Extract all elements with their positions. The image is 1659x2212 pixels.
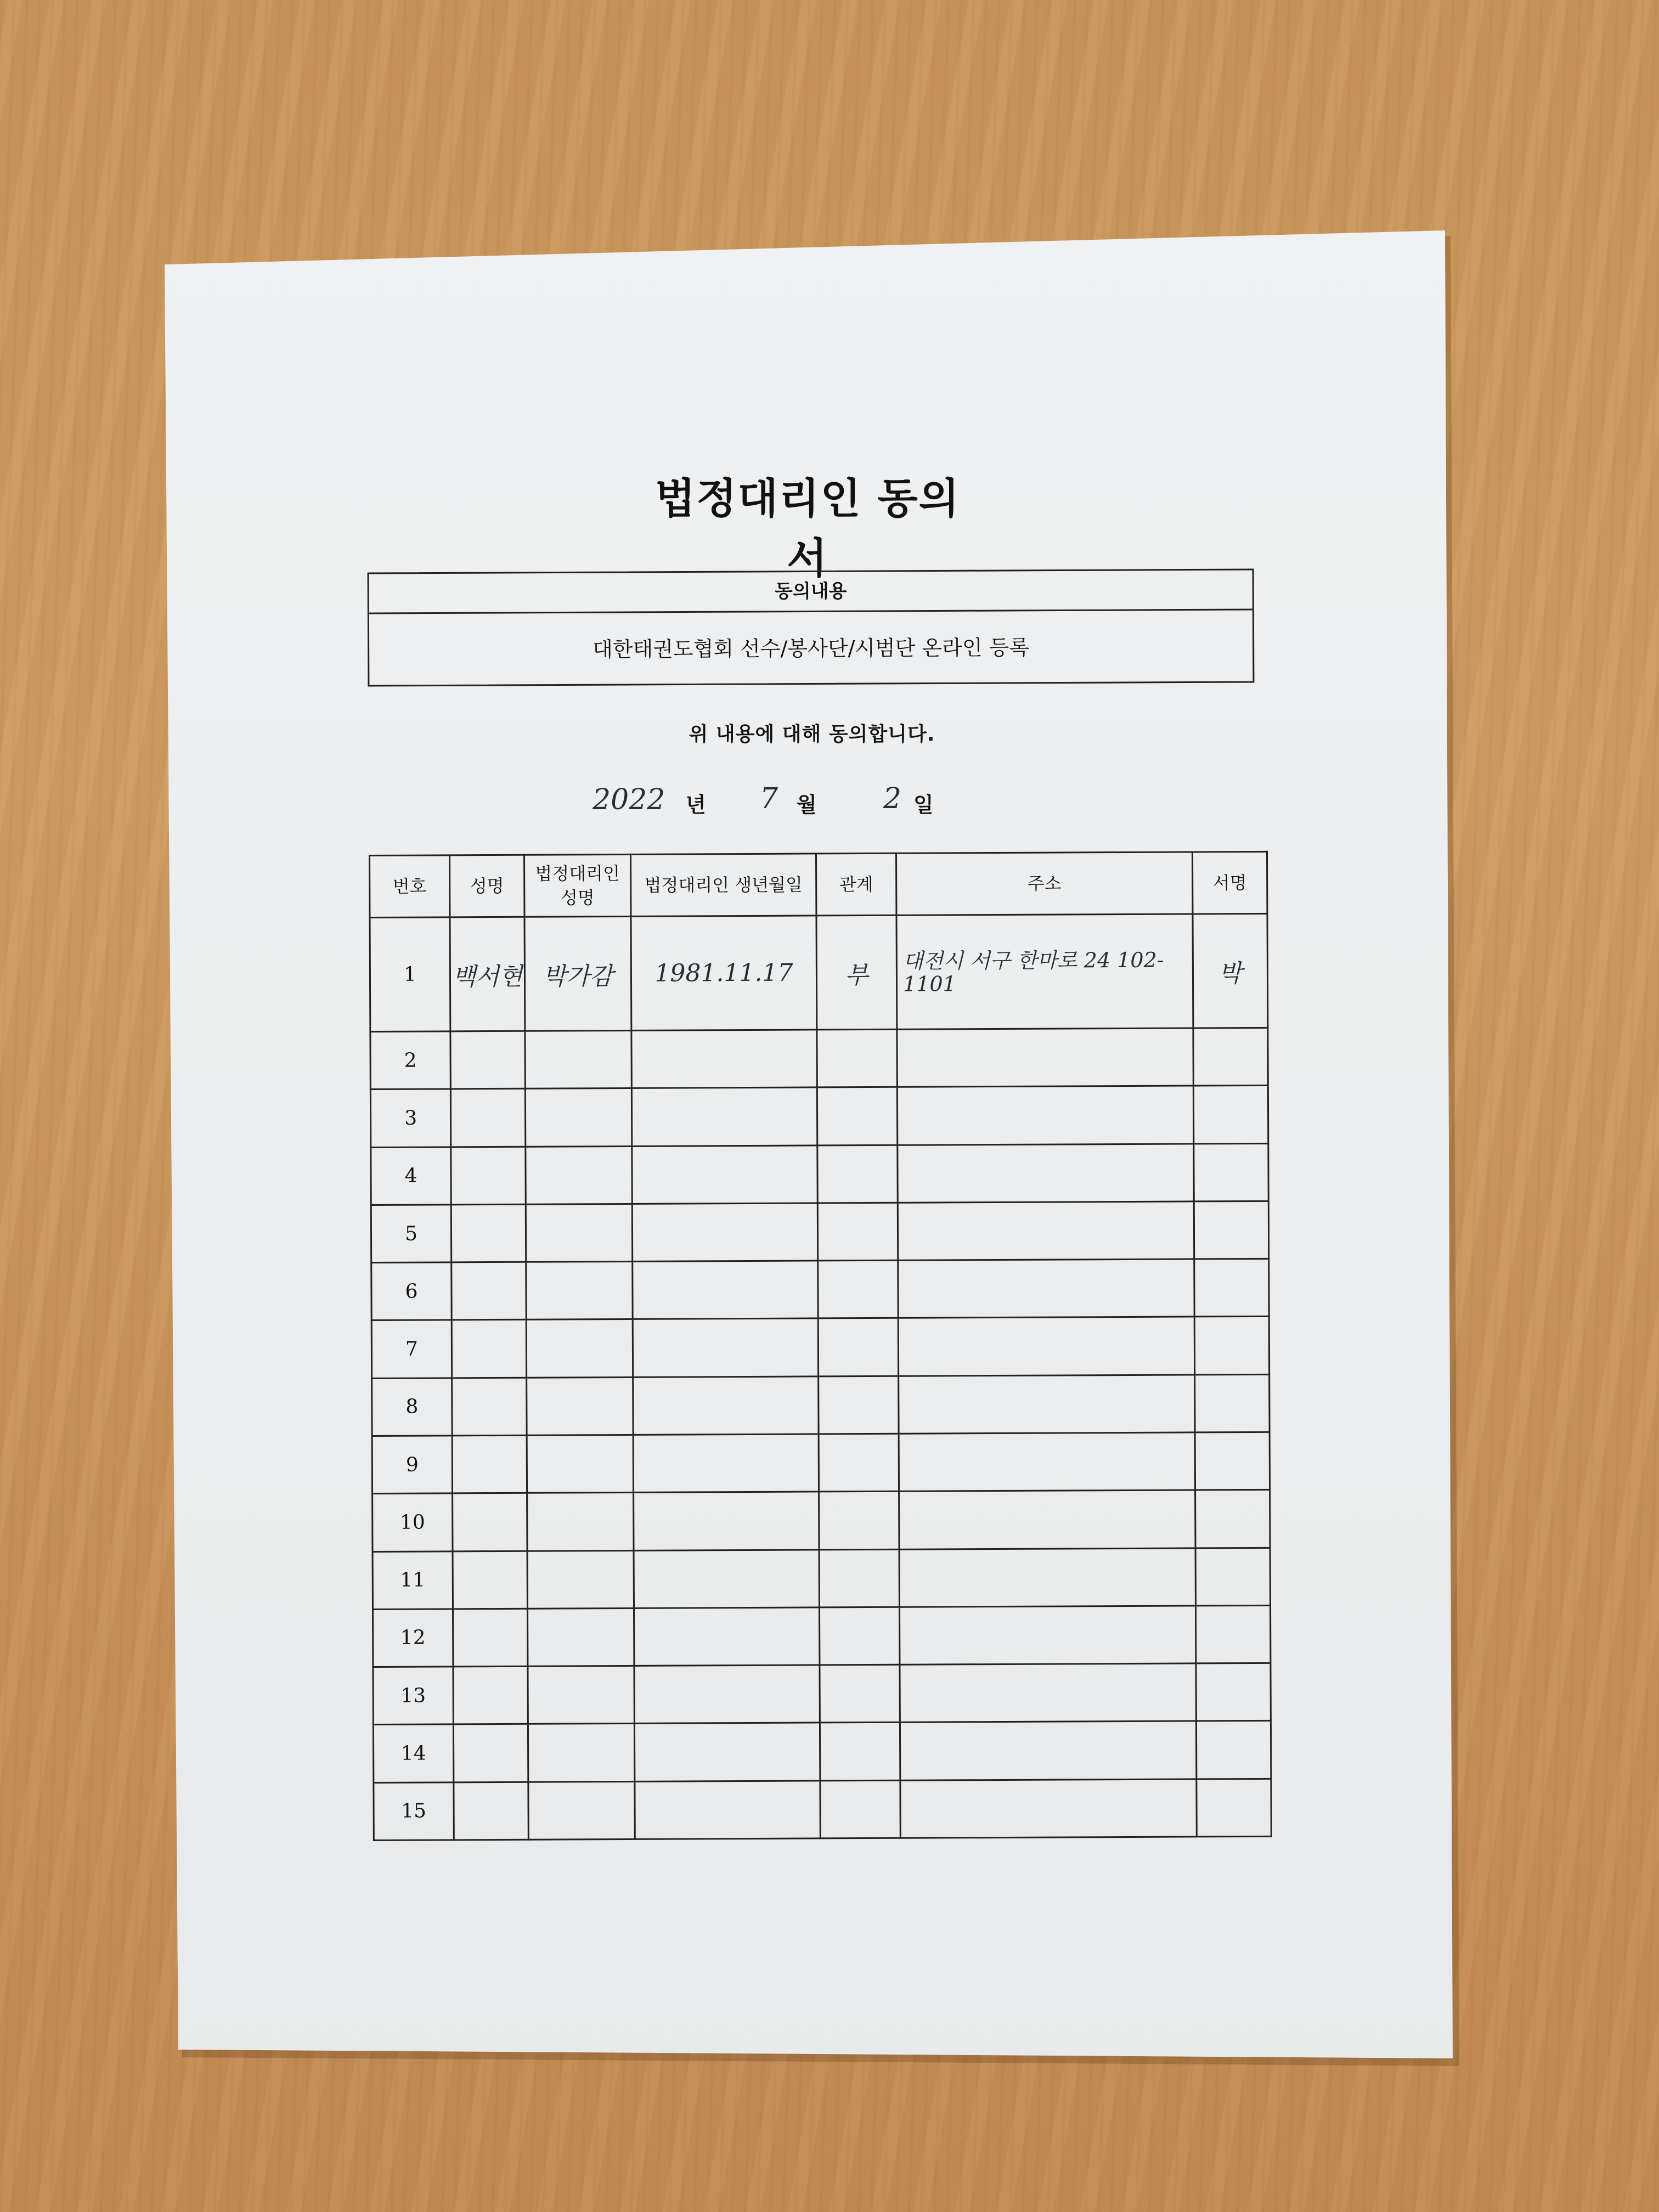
cell-guardian-birthdate — [631, 1030, 817, 1088]
cell-guardian-name — [527, 1550, 634, 1609]
cell-guardian-name — [527, 1377, 633, 1435]
cell-signature — [1195, 1374, 1269, 1432]
cell-guardian-birthdate: 1981.11.17 — [631, 916, 817, 1031]
table-row — [373, 1663, 1271, 1724]
cell-number: 15 — [374, 1782, 454, 1840]
cell-name — [452, 1262, 526, 1320]
cell-address: 대전시 서구 한마로 24 102-1101 — [896, 914, 1193, 1030]
cell-name — [453, 1666, 528, 1724]
cell-guardian-name — [528, 1781, 635, 1839]
cell-signature — [1197, 1779, 1271, 1837]
cell-name — [452, 1435, 527, 1493]
cell-guardian-birthdate — [635, 1781, 820, 1839]
header-name: 성명 — [450, 855, 524, 917]
table-row — [370, 1086, 1268, 1147]
cell-guardian-name — [527, 1435, 633, 1493]
cell-signature: 박 — [1193, 913, 1268, 1028]
cell-guardian-name — [525, 1088, 631, 1147]
header-guardian-birthdate: 법정대리인 생년월일 — [631, 854, 816, 916]
date-year-handwritten: 2022 — [592, 783, 665, 816]
cell-number: 6 — [371, 1262, 452, 1321]
cell-relation — [820, 1780, 900, 1838]
cell-name — [452, 1320, 526, 1378]
cell-address — [899, 1375, 1195, 1434]
consent-content-box — [368, 568, 1255, 686]
cell-relation — [820, 1723, 900, 1781]
cell-number: 2 — [370, 1031, 450, 1090]
table-row — [370, 1028, 1268, 1090]
table-row — [373, 1605, 1271, 1667]
cell-signature — [1194, 1143, 1268, 1201]
cell-guardian-name — [528, 1724, 634, 1782]
cell-guardian-name — [526, 1146, 632, 1204]
cell-guardian-name — [525, 1031, 631, 1089]
guardian-registration-table — [369, 851, 1272, 1841]
cell-address — [898, 1259, 1194, 1318]
cell-number: 12 — [373, 1609, 453, 1667]
cell-name — [454, 1782, 528, 1840]
cell-guardian-birthdate — [631, 1087, 817, 1146]
cell-relation — [819, 1549, 899, 1607]
date-line — [582, 779, 998, 823]
cell-number: 3 — [370, 1089, 450, 1147]
table-row — [371, 1259, 1269, 1321]
cell-relation — [817, 1029, 897, 1087]
cell-number: 9 — [372, 1436, 452, 1494]
cell-address — [898, 1201, 1194, 1261]
cell-name — [453, 1493, 527, 1551]
cell-name — [453, 1724, 528, 1782]
cell-relation — [817, 1087, 897, 1146]
cell-guardian-name — [527, 1493, 634, 1551]
cell-guardian-birthdate — [634, 1492, 819, 1550]
cell-guardian-birthdate — [633, 1318, 818, 1377]
table-header-row — [370, 851, 1267, 917]
cell-signature — [1196, 1721, 1271, 1779]
date-year-unit: 년 — [686, 793, 706, 817]
cell-name — [450, 1031, 525, 1089]
date-day-unit: 일 — [913, 793, 934, 817]
header-address: 주소 — [896, 852, 1192, 915]
cell-address — [897, 1028, 1193, 1087]
table-row — [371, 1143, 1268, 1205]
table-row — [371, 1201, 1268, 1262]
cell-address — [899, 1432, 1195, 1492]
table-row — [372, 1432, 1269, 1493]
cell-relation — [817, 1145, 898, 1203]
cell-name — [451, 1147, 526, 1205]
cell-guardian-birthdate — [634, 1607, 819, 1666]
date-month-unit: 월 — [797, 793, 817, 817]
date-month-handwritten: 7 — [760, 782, 778, 815]
cell-guardian-birthdate — [634, 1549, 819, 1608]
cell-guardian-birthdate — [633, 1434, 819, 1493]
cell-guardian-name — [526, 1319, 633, 1378]
table-row — [370, 913, 1268, 1031]
cell-guardian-birthdate — [633, 1376, 819, 1435]
cell-number: 8 — [372, 1378, 452, 1436]
cell-relation — [817, 1203, 898, 1261]
document-title: 법정대리인 동의서 — [654, 474, 961, 583]
header-guardian-name: 법정대리인 성명 — [524, 854, 631, 917]
cell-number: 1 — [370, 917, 450, 1032]
cell-address — [900, 1721, 1196, 1780]
table-row — [374, 1779, 1271, 1841]
cell-signature — [1193, 1028, 1268, 1086]
cell-relation — [819, 1434, 899, 1492]
cell-relation — [820, 1664, 900, 1723]
cell-signature — [1195, 1490, 1270, 1548]
cell-guardian-birthdate — [634, 1723, 820, 1781]
cell-signature — [1194, 1317, 1269, 1375]
cell-signature — [1196, 1663, 1271, 1721]
header-number: 번호 — [370, 855, 450, 918]
cell-guardian-birthdate — [632, 1203, 817, 1262]
cell-address — [899, 1548, 1195, 1607]
cell-number: 14 — [373, 1724, 453, 1782]
cell-guardian-birthdate — [633, 1261, 818, 1319]
table-row — [373, 1721, 1271, 1782]
table-row — [372, 1374, 1269, 1436]
cell-name — [451, 1204, 526, 1262]
cell-address — [897, 1086, 1193, 1145]
cell-relation — [819, 1492, 899, 1550]
cell-number: 4 — [371, 1147, 451, 1205]
agreement-statement: 위 내용에 대해 동의합니다. — [689, 723, 935, 746]
cell-guardian-name — [527, 1608, 634, 1666]
date-day-handwritten: 2 — [883, 782, 902, 815]
cell-signature — [1194, 1201, 1268, 1259]
cell-address — [900, 1779, 1197, 1838]
cell-signature — [1194, 1259, 1269, 1317]
cell-guardian-name — [526, 1204, 632, 1262]
cell-name: 백서현 — [450, 917, 525, 1031]
cell-guardian-name — [526, 1262, 633, 1320]
cell-guardian-birthdate — [634, 1665, 820, 1724]
cell-number: 13 — [373, 1667, 453, 1725]
cell-address — [899, 1490, 1195, 1549]
cell-relation — [819, 1607, 899, 1665]
cell-relation — [818, 1261, 898, 1319]
cell-number: 7 — [371, 1320, 452, 1378]
cell-number: 11 — [373, 1551, 453, 1609]
cell-address — [899, 1606, 1195, 1665]
header-signature: 서명 — [1192, 851, 1267, 914]
table-row — [373, 1490, 1270, 1551]
cell-signature — [1193, 1086, 1268, 1144]
cell-number: 10 — [373, 1493, 453, 1551]
cell-name — [452, 1378, 527, 1436]
cell-signature — [1195, 1605, 1270, 1663]
table-row — [373, 1548, 1270, 1609]
registration-table-wrapper — [369, 851, 1271, 1841]
cell-signature — [1195, 1548, 1270, 1606]
cell-number: 5 — [371, 1205, 451, 1263]
cell-address — [898, 1144, 1194, 1203]
cell-address — [898, 1317, 1194, 1376]
table-row — [371, 1317, 1269, 1378]
cell-relation — [818, 1318, 898, 1376]
cell-name — [453, 1609, 527, 1667]
cell-relation: 부 — [816, 915, 897, 1030]
cell-name — [450, 1089, 525, 1147]
consent-content-text: 대한태권도협회 선수/봉사단/시범단 온라인 등록 — [592, 635, 1030, 662]
cell-signature — [1195, 1432, 1269, 1490]
cell-guardian-name — [528, 1666, 634, 1724]
header-relation: 관계 — [816, 853, 896, 916]
consent-content-header: 동의내용 — [369, 570, 1252, 614]
cell-guardian-name: 박가감 — [524, 916, 631, 1031]
cell-relation — [819, 1376, 899, 1434]
cell-name — [453, 1551, 527, 1609]
cell-guardian-birthdate — [632, 1146, 817, 1204]
cell-address — [900, 1663, 1196, 1723]
